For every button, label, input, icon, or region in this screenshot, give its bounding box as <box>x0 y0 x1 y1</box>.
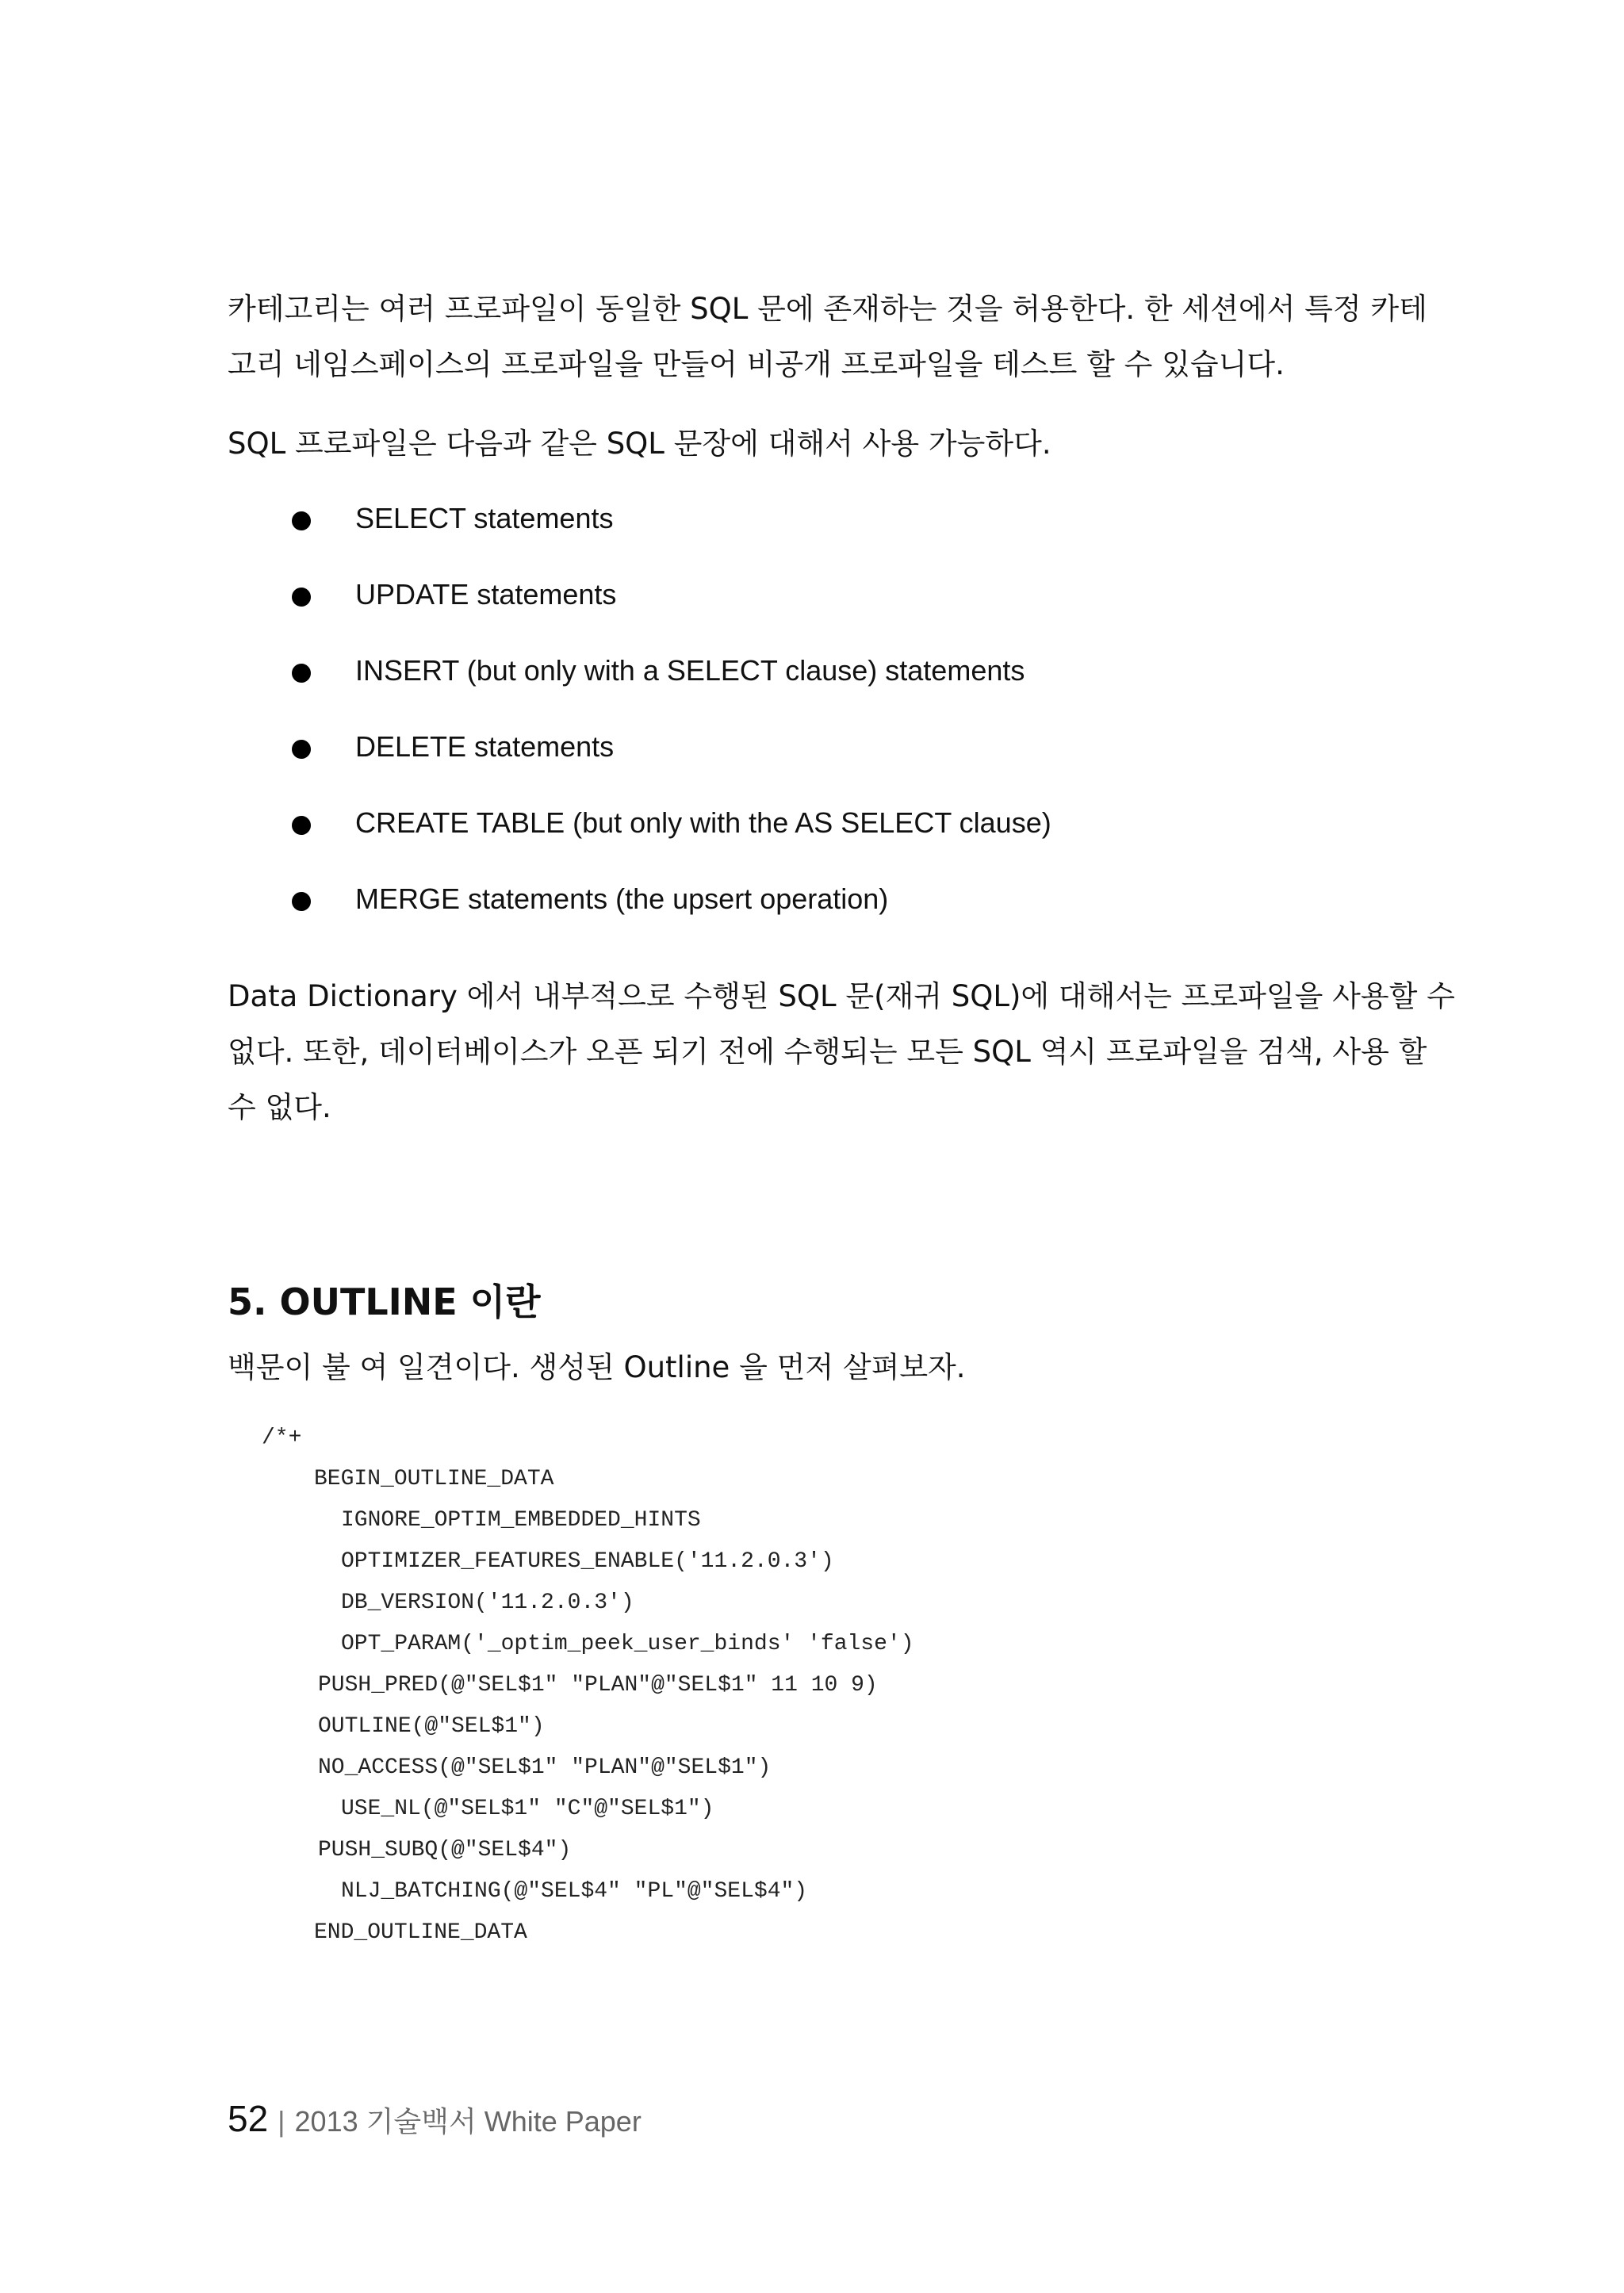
code-line: USE_NL(@"SEL$1" "C"@"SEL$1") <box>341 1797 714 1821</box>
restriction-line-2: 없다. 또한, 데이터베이스가 오픈 되기 전에 수행되는 모든 SQL 역시 프로파일을 검색, 사용 할 <box>228 1035 1427 1069</box>
page-number: 52 <box>228 2098 269 2139</box>
bullet-icon <box>292 511 311 530</box>
code-line: OPT_PARAM('_optim_peek_user_binds' 'false') <box>341 1632 914 1656</box>
code-line: OPTIMIZER_FEATURES_ENABLE('11.2.0.3') <box>341 1549 834 1574</box>
list-item-text: INSERT (but only with a SELECT clause) statements <box>355 654 1025 687</box>
page-footer <box>228 2097 642 2140</box>
bullet-icon <box>292 664 311 683</box>
bullet-icon <box>292 740 311 759</box>
bullet-icon <box>292 892 311 911</box>
code-line: DB_VERSION('11.2.0.3') <box>341 1591 634 1615</box>
intro-paragraph <box>228 281 1427 392</box>
intro-line-2: 고리 네임스페이스의 프로파일을 만들어 비공개 프로파일을 테스트 할 수 있습니다. <box>228 347 1285 381</box>
code-line: IGNORE_OPTIM_EMBEDDED_HINTS <box>341 1508 701 1533</box>
code-line: END_OUTLINE_DATA <box>314 1920 527 1945</box>
usage-line: SQL 프로파일은 다음과 같은 SQL 문장에 대해서 사용 가능하다. <box>228 427 1051 461</box>
code-line: BEGIN_OUTLINE_DATA <box>314 1467 554 1491</box>
list-item-text: SELECT statements <box>355 502 614 534</box>
code-line: OUTLINE(@"SEL$1") <box>318 1714 545 1739</box>
footer-title: 2013 기술백서 White Paper <box>294 2105 642 2138</box>
list-item-text: MERGE statements (the upsert operation) <box>355 882 889 915</box>
usage-paragraph <box>228 416 1409 472</box>
code-line: NLJ_BATCHING(@"SEL$4" "PL"@"SEL$4") <box>341 1879 808 1904</box>
bullet-icon <box>292 816 311 835</box>
code-line: PUSH_PRED(@"SEL$1" "PLAN"@"SEL$1" 11 10 9) <box>318 1673 878 1698</box>
restriction-line-1: Data Dictionary 에서 내부적으로 수행된 SQL 문(재귀 SQL)에 대해서는 프로파일을 사용할 수 <box>228 979 1455 1013</box>
restriction-line-3: 수 없다. <box>228 1090 331 1124</box>
code-line: PUSH_SUBQ(@"SEL$4") <box>318 1838 572 1862</box>
list-item-text: DELETE statements <box>355 730 615 763</box>
restriction-paragraph <box>228 969 1455 1135</box>
section-intro-line: 백문이 불 여 일견이다. 생성된 Outline 을 먼저 살펴보자. <box>228 1350 966 1384</box>
footer-separator: | <box>278 2105 285 2138</box>
list-item-text: UPDATE statements <box>355 578 617 611</box>
code-line: /*+ <box>262 1426 302 1450</box>
section-intro <box>228 1340 1409 1395</box>
section-heading: 5. OUTLINE 이란 <box>228 1280 541 1323</box>
list-item-text: CREATE TABLE (but only with the AS SELECT clause) <box>355 806 1051 839</box>
intro-line-1: 카테고리는 여러 프로파일이 동일한 SQL 문에 존재하는 것을 허용한다. 한 세션에서 특정 카테 <box>228 292 1427 326</box>
bullet-icon <box>292 588 311 607</box>
code-line: NO_ACCESS(@"SEL$1" "PLAN"@"SEL$1") <box>318 1755 772 1780</box>
